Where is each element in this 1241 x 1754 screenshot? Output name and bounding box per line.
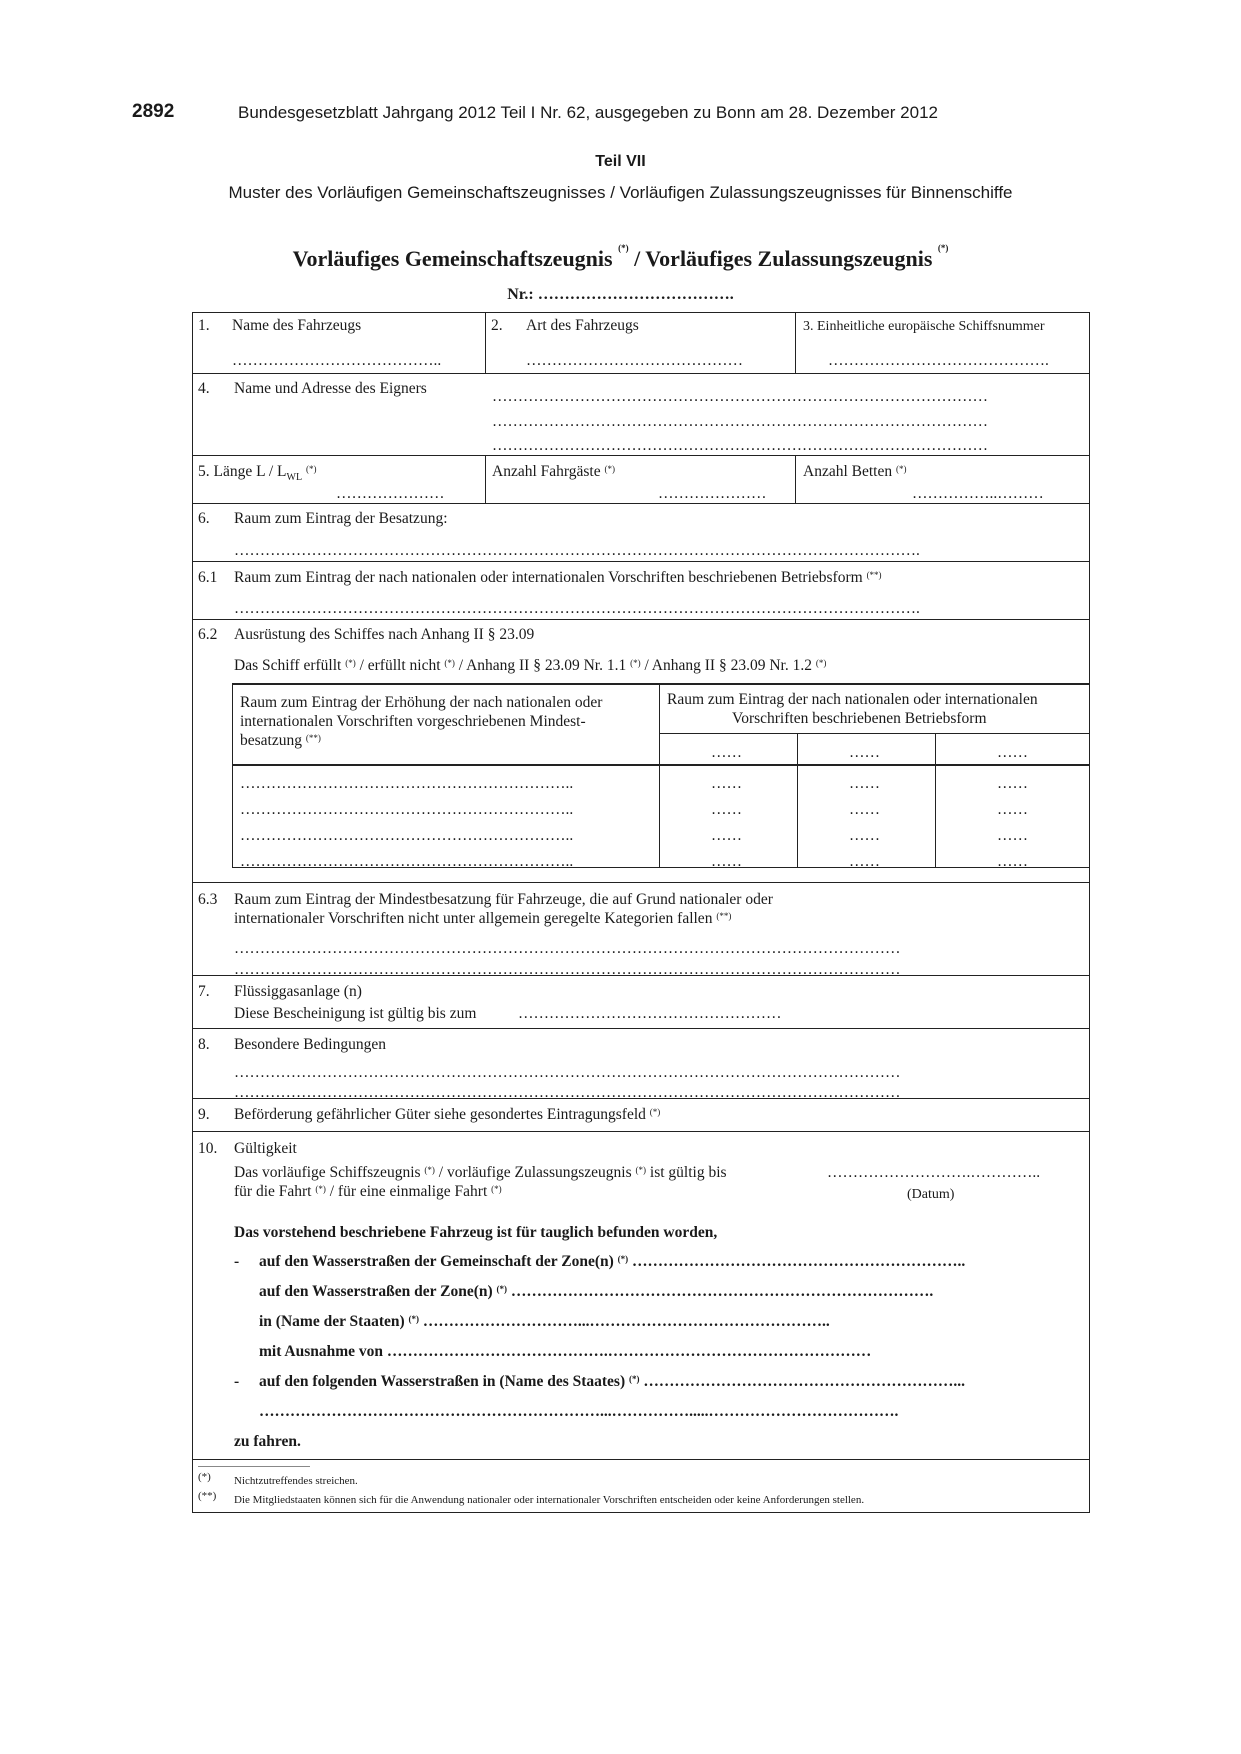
validity-1c: ist gültig bis <box>646 1164 727 1181</box>
field-7-number: 7. <box>198 983 210 1000</box>
crew-header-cell: …… <box>849 744 880 761</box>
bullet-dash: - <box>234 1253 240 1270</box>
field-10-label: Gültigkeit <box>234 1140 297 1157</box>
field-6-label: Raum zum Eintrag der Besatzung: <box>234 510 448 527</box>
cell-divider <box>795 455 796 503</box>
length-label: 5. Länge L / L <box>198 463 287 480</box>
row-divider <box>192 503 1090 504</box>
mark: (*) <box>629 1374 640 1384</box>
field-10-number: 10. <box>198 1140 218 1157</box>
field-7-line-1: Flüssiggasanlage (n) <box>234 983 362 1000</box>
row-divider <box>192 1028 1090 1029</box>
field-4-label: Name und Adresse des Eigners <box>234 380 427 397</box>
field-7-dots: …………………………………………… <box>518 1005 782 1022</box>
compliance-b: / erfüllt nicht <box>355 657 441 674</box>
cell-divider <box>795 312 796 373</box>
beds-dots: ……………..……… <box>912 485 1044 502</box>
validity-line-1 <box>234 1164 727 1182</box>
crew-row-cell: …… <box>849 827 880 844</box>
crew-row-dots: ……………………………………………………….. <box>240 801 574 818</box>
row-divider <box>192 1131 1090 1132</box>
field-2-dots: …………………………………… <box>526 352 743 369</box>
crew-table-right-heading-1: Raum zum Eintrag der nach nationalen oder internationalen <box>667 691 1038 708</box>
field-1-dots: ………………………………….. <box>232 352 442 369</box>
validity-date-label: (Datum) <box>907 1187 955 1202</box>
crew-row-cell: …… <box>711 775 742 792</box>
footnote-2-text: Die Mitgliedstaaten können sich für die Anwendung nationaler oder internationaler Vorschriften entscheiden oder keine Anforderungen stellen. <box>234 1494 865 1506</box>
mark: (**) <box>866 570 882 580</box>
length-subscript: WL <box>286 472 303 484</box>
crew-row-cell: …… <box>997 853 1028 870</box>
crew-table-divider <box>797 733 798 868</box>
crew-table-divider <box>659 683 660 868</box>
validity-2a: für die Fahrt <box>234 1183 312 1200</box>
field-4-dots-1: …………………………………………………………………………………… <box>492 388 988 405</box>
waterways-zones <box>259 1283 933 1301</box>
validity-1b: / vorläufige Zulassungszeugnis <box>434 1164 632 1181</box>
field-6-3-line-2-text: internationaler Vorschriften nicht unter allgemein geregelte Kategorien fallen <box>234 910 713 927</box>
crew-table-left-heading-3-text: besatzung <box>240 732 302 749</box>
field-9-label <box>234 1106 660 1124</box>
mark: (*) <box>815 658 827 668</box>
states-name-dots: …………………………...……………………………………….. <box>422 1313 830 1330</box>
mark: (*) <box>424 1165 435 1175</box>
exception-dots: …………………………………….…………………………………………… <box>386 1343 872 1360</box>
field-9-number: 9. <box>198 1106 210 1123</box>
crew-row-cell: …… <box>711 827 742 844</box>
row-divider <box>192 1459 1090 1460</box>
field-8-dots-2: ………………………………………………………………………………………………………………… <box>234 1084 901 1101</box>
fitness-statement: Das vorstehend beschriebene Fahrzeug ist für tauglich befunden worden, <box>234 1224 718 1241</box>
footnote-2-mark: (**) <box>198 1490 217 1502</box>
mark: (*) <box>635 1165 647 1175</box>
beds-text: Anzahl Betten <box>803 463 893 480</box>
field-6-3-line-2 <box>234 910 731 928</box>
mark: (*) <box>491 1184 502 1194</box>
footnote-rule <box>198 1466 310 1467</box>
row-divider <box>192 455 1090 456</box>
field-6-1-dots: ……………………………………………………………………………………………………………………. <box>234 600 920 617</box>
mark: (**) <box>305 733 321 743</box>
field-6-2-compliance <box>234 657 826 675</box>
field-6-1-number: 6.1 <box>198 569 218 586</box>
exception <box>259 1343 871 1361</box>
crew-table-divider <box>935 733 936 868</box>
waterways-community-zones-text: auf den Wasserstraßen der Gemeinschaft der Zone(n) <box>259 1253 614 1270</box>
waterways-zones-text: auf den Wasserstraßen der Zone(n) <box>259 1283 493 1300</box>
field-2-label: Art des Fahrzeugs <box>526 317 639 334</box>
mark: (*) <box>630 658 641 668</box>
validity-line-2 <box>234 1183 502 1201</box>
mark: (*) <box>315 1184 326 1194</box>
mark: (*) <box>305 464 317 474</box>
mark: (*) <box>617 1254 629 1264</box>
crew-header-cell: …… <box>997 744 1028 761</box>
mark: (*) <box>895 464 907 474</box>
validity-1a: Das vorläufige Schiffszeugnis <box>234 1164 421 1181</box>
validity-date-dots: ……………………….………….. <box>827 1164 1041 1181</box>
field-4-dots-2: …………………………………………………………………………………… <box>492 413 988 430</box>
crew-table-left-heading-1: Raum zum Eintrag der Erhöhung der nach nationalen oder <box>240 694 603 711</box>
form-title-mark-2: (*) <box>937 243 949 253</box>
crew-row-dots: ……………………………………………………….. <box>240 853 574 870</box>
field-3-label: 3. Einheitliche europäische Schiffsnummer <box>803 319 1045 334</box>
following-waterways-continuation: …………………………………………………………...…………….....………………………………. <box>259 1403 899 1420</box>
states-name-text: in (Name der Staaten) <box>259 1313 405 1330</box>
mark: (*) <box>444 658 455 668</box>
beds-label <box>803 463 906 481</box>
mark: (*) <box>496 1284 508 1294</box>
crew-row-dots: ……………………………………………………….. <box>240 827 574 844</box>
compliance-c: / Anhang II § 23.09 Nr. 1.1 <box>454 657 627 674</box>
form-title-part2: / Vorläufiges Zulassungszeugnis <box>628 246 933 271</box>
field-3-dots: ……………………………………. <box>828 352 1049 369</box>
crew-row-cell: …… <box>711 801 742 818</box>
footnote-1-text: Nichtzutreffendes streichen. <box>234 1475 358 1487</box>
field-6-2-label: Ausrüstung des Schiffes nach Anhang II § 23.09 <box>234 626 535 643</box>
passengers-dots: ………………… <box>658 485 767 502</box>
compliance-d: / Anhang II § 23.09 Nr. 1.2 <box>640 657 812 674</box>
running-title: Bundesgesetzblatt Jahrgang 2012 Teil I Nr. 62, ausgegeben zu Bonn am 28. Dezember 2012 <box>238 103 938 122</box>
mark: (*) <box>345 658 356 668</box>
field-6-3-dots-2: ………………………………………………………………………………………………………………… <box>234 961 901 978</box>
row-divider <box>192 619 1090 620</box>
row-divider <box>192 882 1090 883</box>
following-waterways <box>259 1373 965 1391</box>
field-6-2-number: 6.2 <box>198 626 218 643</box>
crew-row-cell: …… <box>849 775 880 792</box>
cell-divider <box>485 455 486 503</box>
field-6-1-label <box>234 569 882 587</box>
crew-table-right-heading-2: Vorschriften beschriebenen Betriebsform <box>732 710 987 727</box>
section-subtitle: Muster des Vorläufigen Gemeinschaftszeugnisses / Vorläufigen Zulassungszeugnisses für Binnenschiffe <box>228 183 1013 202</box>
bullet-dash: - <box>234 1373 240 1390</box>
field-6-3-line-1: Raum zum Eintrag der Mindestbesatzung für Fahrzeuge, die auf Grund nationaler oder <box>234 891 773 908</box>
field-6-number: 6. <box>198 510 210 527</box>
crew-table-header-divider <box>232 764 1090 766</box>
closing-phrase: zu fahren. <box>234 1433 301 1450</box>
passengers-text: Anzahl Fahrgäste <box>492 463 601 480</box>
crew-row-cell: …… <box>997 775 1028 792</box>
passengers-label <box>492 463 615 481</box>
validity-2b: / für eine einmalige Fahrt <box>325 1183 488 1200</box>
crew-row-cell: …… <box>849 801 880 818</box>
mark: (*) <box>649 1107 661 1117</box>
field-8-number: 8. <box>198 1036 210 1053</box>
mark: (*) <box>604 464 615 474</box>
crew-row-cell: …… <box>849 853 880 870</box>
form-title <box>0 243 1241 272</box>
following-waterways-text: auf den folgenden Wasserstraßen in (Name des Staates) <box>259 1373 626 1390</box>
field-1-number: 1. <box>198 317 210 334</box>
field-8-dots-1: ………………………………………………………………………………………………………………… <box>234 1064 901 1081</box>
waterways-zones-dots: ………………………………………………………………………. <box>510 1283 934 1300</box>
following-waterways-dots: ……………………………………………………... <box>643 1373 965 1390</box>
page-number: 2892 <box>132 101 175 122</box>
states-name <box>259 1313 830 1331</box>
field-2-number: 2. <box>491 317 503 334</box>
cell-divider <box>485 312 486 373</box>
field-4-number: 4. <box>198 380 210 397</box>
field-6-3-number: 6.3 <box>198 891 218 908</box>
field-5-label <box>198 463 316 487</box>
field-9-text: Beförderung gefährlicher Güter siehe gesondertes Eintragungsfeld <box>234 1106 646 1123</box>
field-6-3-dots-1: ………………………………………………………………………………………………………………… <box>234 940 901 957</box>
footnote-1-mark: (*) <box>198 1471 211 1483</box>
waterways-community-zones-dots: ……………………………………………………….. <box>632 1253 966 1270</box>
mark: (**) <box>716 911 732 921</box>
row-divider <box>192 561 1090 562</box>
crew-header-cell: …… <box>711 744 742 761</box>
field-4-dots-3: …………………………………………………………………………………… <box>492 437 988 454</box>
form-title-mark-1: (*) <box>618 243 629 253</box>
crew-table-left-heading-2: internationalen Vorschriften vorgeschriebenen Mindest- <box>240 713 586 730</box>
row-divider <box>192 373 1090 374</box>
form-title-part1: Vorläufiges Gemeinschaftszeugnis <box>292 246 613 271</box>
field-6-1-text: Raum zum Eintrag der nach nationalen oder internationalen Vorschriften beschriebenen Betriebsform <box>234 569 863 586</box>
length-dots: ………………… <box>336 485 445 502</box>
field-1-label: Name des Fahrzeugs <box>232 317 362 334</box>
part-heading: Teil VII <box>595 153 646 170</box>
crew-row-dots: ……………………………………………………….. <box>240 775 574 792</box>
crew-row-cell: …… <box>711 853 742 870</box>
mark: (*) <box>408 1314 420 1324</box>
field-7-line-2: Diese Bescheinigung ist gültig bis zum <box>234 1005 477 1022</box>
field-8-label: Besondere Bedingungen <box>234 1036 386 1053</box>
compliance-a: Das Schiff erfüllt <box>234 657 342 674</box>
crew-table-left-heading-3 <box>240 732 321 750</box>
certificate-number-line: Nr.: ………………………………. <box>507 286 734 303</box>
waterways-community-zones <box>259 1253 965 1271</box>
exception-text: mit Ausnahme von <box>259 1343 384 1360</box>
field-6-dots: ……………………………………………………………………………………………………………………. <box>234 542 920 559</box>
crew-table-subheader-divider <box>659 733 1090 734</box>
crew-row-cell: …… <box>997 827 1028 844</box>
crew-row-cell: …… <box>997 801 1028 818</box>
